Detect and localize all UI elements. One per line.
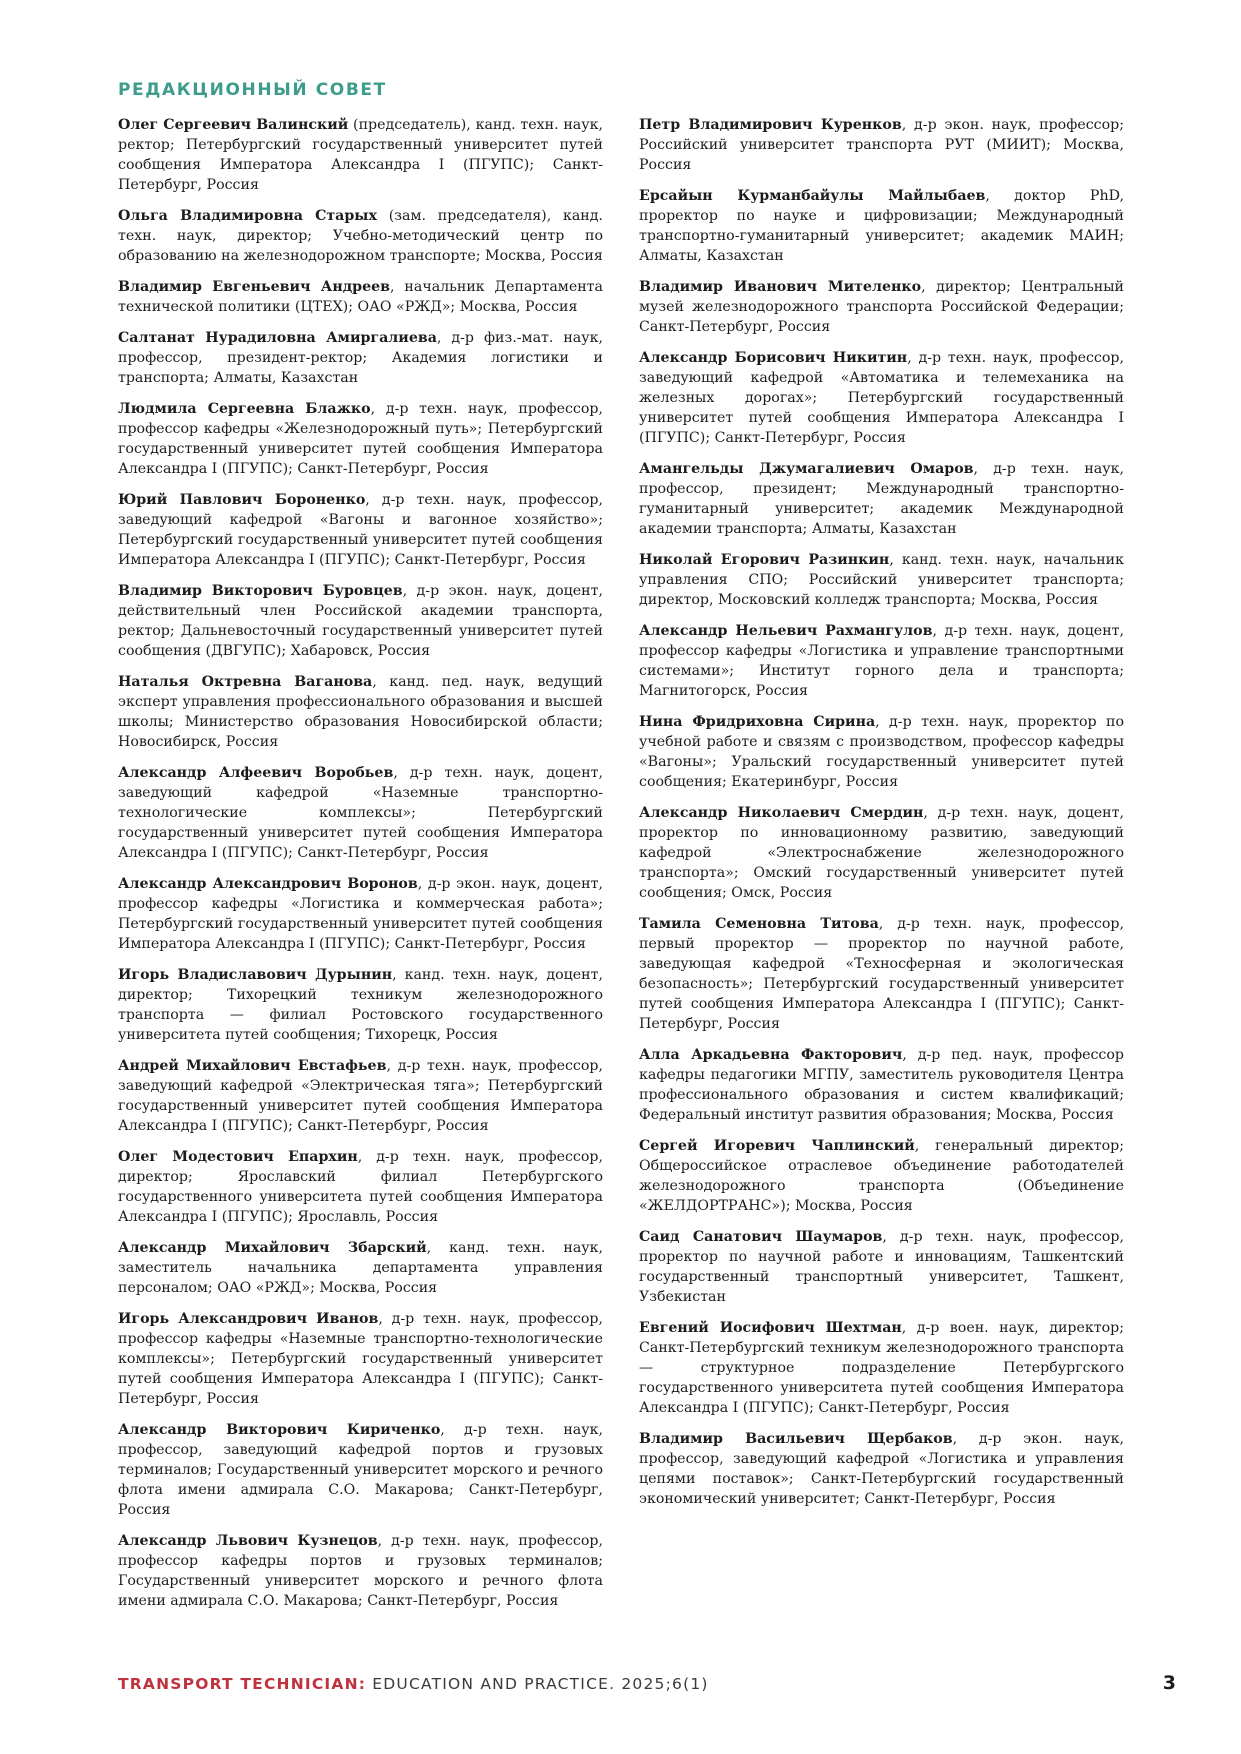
member-details: , д-р экон. наук, доцент, действительный член Российской академии транспорта, ректор; Дальневосточный государственный университет путей сообщения (ДВГУПС); Хабаровск, Россия	[118, 583, 603, 659]
board-member-entry	[118, 1238, 603, 1298]
member-name: Александр Борисович Никитин	[639, 350, 908, 366]
member-name: Николай Егорович Разинкин	[639, 552, 890, 568]
member-details: , канд. техн. наук, доцент, директор; Тихорецкий техникум железнодорожного транспорта — филиал Ростовского государственного университета путей сообщения; Тихорецк, Россия	[118, 967, 603, 1043]
left-column	[118, 115, 603, 1622]
board-member-entry	[118, 206, 603, 266]
member-details: , д-р техн. наук, профессор, заведующий кафедрой портов и грузовых терминалов; Государственный университет морского и речного флота имени адмирала С.О. Макарова; Санкт-Петербург, Россия	[118, 1422, 603, 1518]
board-member-entry	[118, 1309, 603, 1409]
member-details: , д-р техн. наук, доцент, заведующий кафедрой «Наземные транспортно-технологические комплексы»; Петербургский государственный университет путей сообщения Императора Александра I (ПГУПС); Санкт-Петербург, Россия	[118, 765, 604, 861]
board-member-entry	[639, 115, 1124, 175]
member-details: , д-р техн. наук, доцент, профессор кафедры «Логистика и управление транспортными системами»; Институт горного дела и транспорта; Магнитогорск, Россия	[639, 623, 1125, 699]
member-details: , канд. пед. наук, ведущий эксперт управления профессионального образования и высшей школы; Министерство образования Новосибирской области; Новосибирск, Россия	[118, 674, 603, 750]
member-name: Нина Фридриховна Сирина	[639, 714, 876, 730]
board-member-entry	[639, 1227, 1124, 1307]
member-name: Александр Львович Кузнецов	[118, 1533, 378, 1549]
board-member-entry	[118, 328, 603, 388]
member-details: , д-р экон. наук, доцент, профессор кафедры «Логистика и коммерческая работа»; Петербургский государственный университет путей сообщения Императора Александра I (ПГУПС); Санкт-Петербург, Россия	[118, 876, 603, 952]
member-name: Владимир Васильевич Щербаков	[639, 1431, 953, 1447]
board-member-entry	[118, 1531, 603, 1611]
board-member-entry	[639, 550, 1124, 610]
member-name: Игорь Александрович Иванов	[118, 1311, 379, 1327]
member-details: , д-р техн. наук, профессор, президент; Международный транспортно-гуманитарный университет; академик Международной академии транспорта; Алматы, Казахстан	[639, 461, 1124, 537]
member-details: , д-р техн. наук, профессор, директор; Ярославский филиал Петербургского государственного университета путей сообщения Императора Александра I (ПГУПС); Ярославль, Россия	[118, 1149, 603, 1225]
member-details: , д-р техн. наук, профессор, заведующий кафедрой «Электрическая тяга»; Петербургский государственный университет путей сообщения Императора Александра I (ПГУПС); Санкт-Петербург, Россия	[118, 1058, 603, 1134]
member-details: , д-р техн. наук, профессор, заведующий кафедрой «Автоматика и телемеханика на железных дорогах»; Петербургский государственный университет путей сообщения Императора Александра I (ПГУПС); Санкт-Петербург, Россия	[639, 350, 1124, 446]
member-name: Владимир Иванович Мителенко	[639, 279, 922, 295]
member-name: Александр Николаевич Смердин	[639, 805, 924, 821]
member-details: , д-р техн. наук, профессор, проректор по научной работе и инновациям, Ташкентский государственный транспортный университет, Ташкент, Узбекистан	[639, 1229, 1124, 1305]
board-member-entry	[118, 965, 603, 1045]
member-name: Владимир Евгеньевич Андреев	[118, 279, 390, 295]
member-details: , д-р пед. наук, профессор кафедры педагогики МГПУ, заместитель руководителя Центра профессионального образования и систем квалификаций; Федеральный институт развития образования; Москва, Россия	[639, 1047, 1124, 1123]
board-member-entry	[118, 115, 603, 195]
board-member-entry	[118, 1420, 603, 1520]
board-member-entry	[118, 581, 603, 661]
board-member-entry	[639, 459, 1124, 539]
member-name: Ерсайын Курманбайулы Майлыбаев	[639, 188, 986, 204]
journal-title-bold: TRANSPORT TECHNICIAN:	[118, 1675, 367, 1693]
member-name: Наталья Октревна Ваганова	[118, 674, 373, 690]
member-details: , д-р техн. наук, профессор, профессор кафедры «Наземные транспортно-технологические комплексы»; Петербургский государственный университет путей сообщения Императора Александра I (ПГУПС); Санкт-Петербург, Россия	[118, 1311, 603, 1407]
member-name: Александр Михайлович Збарский	[118, 1240, 427, 1256]
member-name: Салтанат Нурадиловна Амиргалиева	[118, 330, 437, 346]
board-member-entry	[639, 803, 1124, 903]
member-details: , д-р техн. наук, доцент, проректор по инновационному развитию, заведующий кафедрой «Электроснабжение железнодорожного транспорта»; Омский государственный университет путей сообщения; Омск, Россия	[639, 805, 1124, 901]
member-details: , д-р экон. наук, профессор; Российский университет транспорта РУТ (МИИТ); Москва, Россия	[639, 117, 1125, 173]
member-details: , д-р физ.-мат. наук, профессор, президент-ректор; Академия логистики и транспорта; Алматы, Казахстан	[118, 330, 603, 386]
member-name: Андрей Михайлович Евстафьев	[118, 1058, 387, 1074]
board-member-entry	[118, 490, 603, 570]
member-name: Владимир Викторович Буровцев	[118, 583, 403, 599]
member-details: , канд. техн. наук, начальник управления СПО; Российский университет транспорта; директор, Московский колледж транспорта; Москва, Россия	[639, 552, 1125, 608]
member-name: Сергей Игоревич Чаплинский	[639, 1138, 915, 1154]
member-details: , д-р воен. наук, директор; Санкт-Петербургский техникум железнодорожного транспорта — структурное подразделение Петербургского государственного университета путей сообщения Императора Александра I (ПГУПС); Санкт-Петербург, Россия	[639, 1320, 1125, 1416]
member-name: Александр Викторович Кириченко	[118, 1422, 441, 1438]
member-details: , д-р техн. наук, проректор по учебной работе и связям с производством, профессор кафедры «Вагоны»; Уральский государственный университет путей сообщения; Екатеринбург, Россия	[639, 714, 1124, 790]
member-details: , директор; Центральный музей железнодорожного транспорта Российской Федерации; Санкт-Петербург, Россия	[639, 279, 1124, 335]
member-details: (зам. председателя), канд. техн. наук, директор; Учебно-методический центр по образованию на железнодорожном транспорте; Москва, Россия	[118, 208, 604, 264]
member-details: , доктор PhD, проректор по науке и цифровизации; Международный транспортно-гуманитарный университет; академик МАИН; Алматы, Казахстан	[639, 188, 1124, 264]
member-name: Амангельды Джумагалиевич Омаров	[639, 461, 974, 477]
member-details: , начальник Департамента технической политики (ЦТЕХ); ОАО «РЖД»; Москва, Россия	[118, 279, 603, 315]
member-name: Алла Аркадьевна Факторович	[639, 1047, 903, 1063]
member-details: , д-р техн. наук, профессор, первый проректор — проректор по научной работе, заведующая кафедрой «Техносферная и экологическая безопасность»; Петербургский государственный университет путей сообщения Императора Александра I (ПГУПС); Санкт-Петербург, Россия	[639, 916, 1124, 1032]
board-member-entry	[639, 277, 1124, 337]
journal-title-rest: EDUCATION AND PRACTICE. 2025;6(1)	[366, 1675, 709, 1693]
member-name: Саид Санатович Шаумаров	[639, 1229, 883, 1245]
board-member-entry	[639, 1429, 1124, 1509]
board-member-entry	[639, 1318, 1124, 1418]
board-member-entry	[639, 186, 1124, 266]
member-name: Тамила Семеновна Титова	[639, 916, 879, 932]
member-name: Александр Нельевич Рахмангулов	[639, 623, 933, 639]
board-member-entry	[118, 874, 603, 954]
member-name: Александр Алфеевич Воробьев	[118, 765, 394, 781]
board-member-entry	[639, 1045, 1124, 1125]
journal-footer	[118, 1675, 1172, 1693]
member-details: , д-р техн. наук, профессор, заведующий кафедрой «Вагоны и вагонное хозяйство»; Петербургский государственный университет путей сообщения Императора Александра I (ПГУПС); Санкт-Петербург, Россия	[118, 492, 603, 568]
member-details: (председатель), канд. техн. наук, ректор; Петербургский государственный университет путей сообщения Императора Александра I (ПГУПС); Санкт-Петербург, Россия	[118, 117, 603, 193]
board-member-entry	[639, 348, 1124, 448]
member-name: Людмила Сергеевна Блажко	[118, 401, 371, 417]
member-details: , канд. техн. наук, заместитель начальника департамента управления персоналом; ОАО «РЖД»; Москва, Россия	[118, 1240, 604, 1296]
board-member-entry	[639, 914, 1124, 1034]
member-name: Олег Сергеевич Валинский	[118, 117, 349, 133]
board-member-entry	[118, 1056, 603, 1136]
board-member-entry	[639, 712, 1124, 792]
board-member-entry	[118, 277, 603, 317]
board-member-entry	[118, 763, 603, 863]
page-number: 3	[1162, 1672, 1176, 1694]
member-name: Юрий Павлович Бороненко	[118, 492, 366, 508]
board-member-entry	[118, 399, 603, 479]
right-column	[639, 115, 1124, 1520]
board-member-entry	[118, 672, 603, 752]
member-name: Александр Александрович Воронов	[118, 876, 418, 892]
member-name: Петр Владимирович Куренков	[639, 117, 902, 133]
member-name: Евгений Иосифович Шехтман	[639, 1320, 902, 1336]
member-name: Олег Модестович Епархин	[118, 1149, 358, 1165]
member-details: , д-р техн. наук, профессор, профессор кафедры портов и грузовых терминалов; Государственный университет морского и речного флота имени адмирала С.О. Макарова; Санкт-Петербург, Россия	[118, 1533, 603, 1609]
member-name: Игорь Владиславович Дурынин	[118, 967, 393, 983]
board-member-entry	[639, 1136, 1124, 1216]
board-member-entry	[639, 621, 1124, 701]
member-details: , д-р экон. наук, профессор, заведующий кафедрой «Логистика и управления цепями поставок»; Санкт-Петербургский государственный экономический университет; Санкт-Петербург, Россия	[639, 1431, 1124, 1507]
member-details: , генеральный директор; Общероссийское отраслевое объединение работодателей железнодорожного транспорта (Объединение «ЖЕЛДОРТРАНС»); Москва, Россия	[639, 1138, 1124, 1214]
member-name: Ольга Владимировна Старых	[118, 208, 377, 224]
board-member-entry	[118, 1147, 603, 1227]
member-details: , д-р техн. наук, профессор, профессор кафедры «Железнодорожный путь»; Петербургский государственный университет путей сообщения Императора Александра I (ПГУПС); Санкт-Петербург, Россия	[118, 401, 603, 477]
section-heading: РЕДАКЦИОННЫЙ СОВЕТ	[118, 80, 387, 100]
